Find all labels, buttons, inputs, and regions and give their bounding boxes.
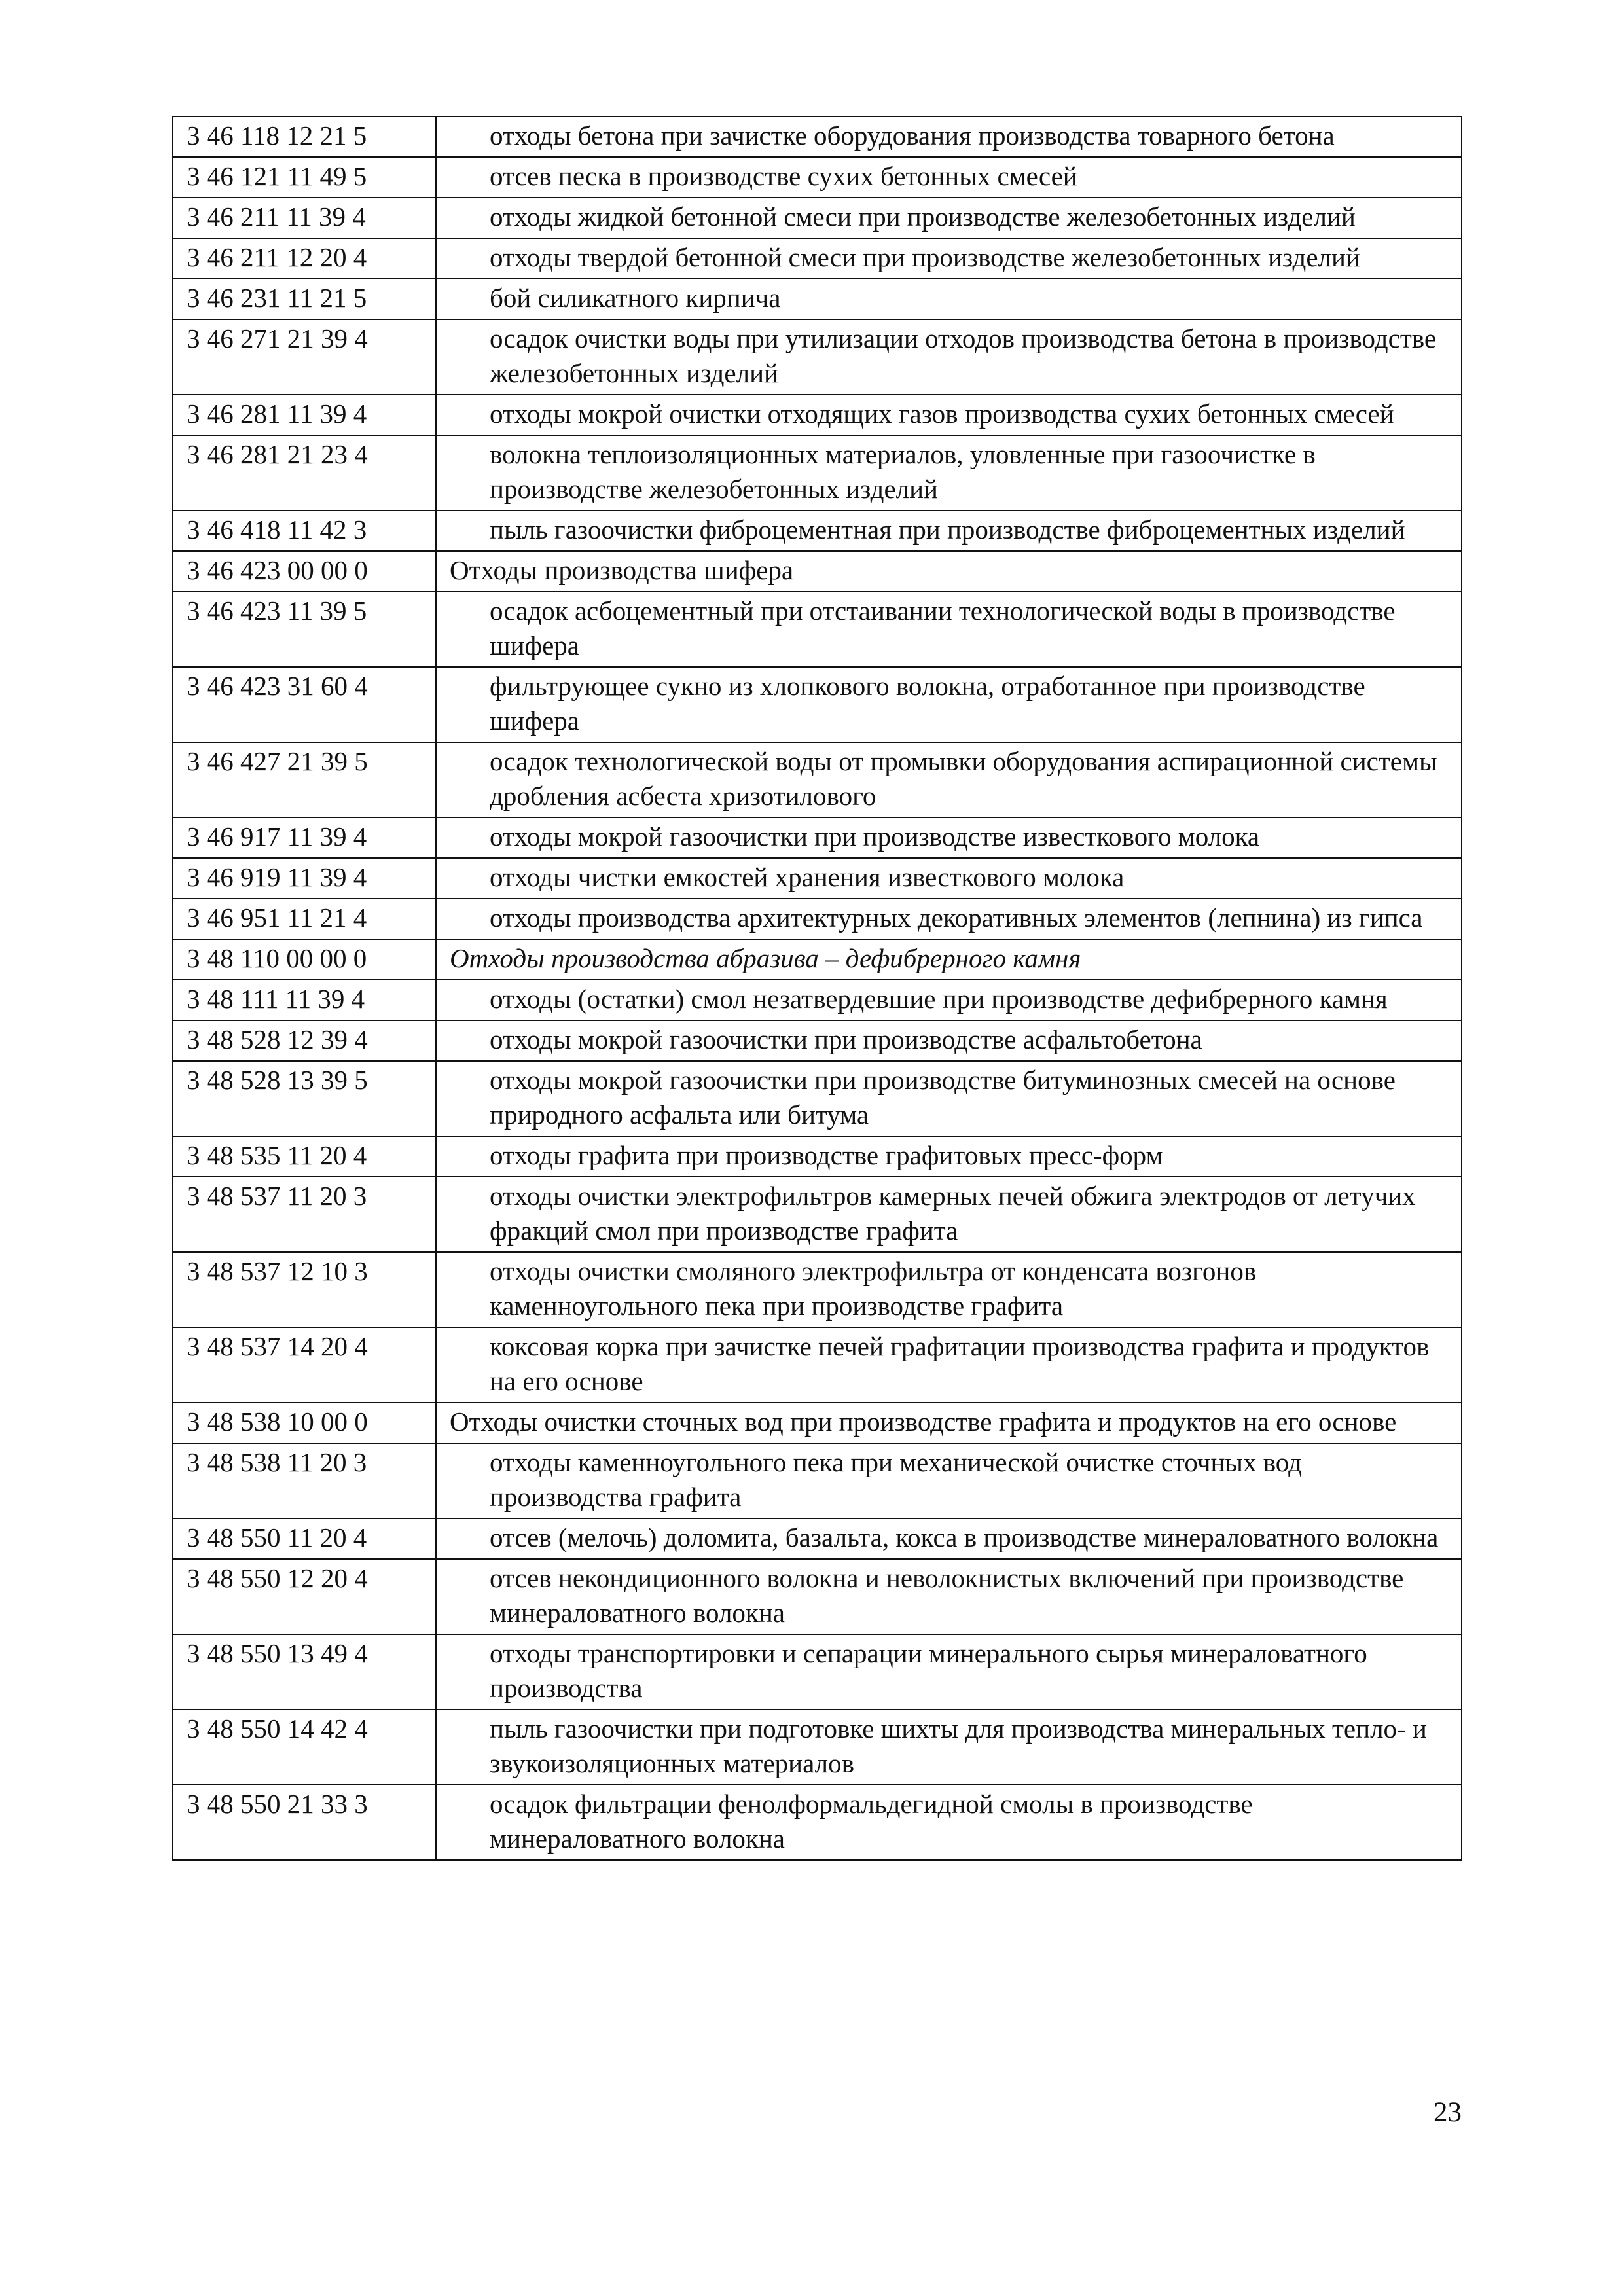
table-row [173, 117, 1462, 157]
table-row [173, 1327, 1462, 1403]
table-row [173, 319, 1462, 395]
table-row [173, 435, 1462, 511]
waste-code: 3 48 550 21 33 3 [173, 1785, 436, 1860]
waste-code: 3 48 537 14 20 4 [173, 1327, 436, 1403]
table-row [173, 395, 1462, 435]
waste-description: отходы мокрой очистки отходящих газов производства сухих бетонных смесей [436, 395, 1462, 435]
waste-description: отсев (мелочь) доломита, базальта, кокса в производстве минераловатного волокна [436, 1518, 1462, 1559]
waste-code: 3 46 427 21 39 5 [173, 742, 436, 817]
waste-description: отходы графита при производстве графитовых пресс-форм [436, 1136, 1462, 1177]
table-row [173, 1061, 1462, 1136]
waste-code: 3 48 528 13 39 5 [173, 1061, 436, 1136]
waste-description: Отходы очистки сточных вод при производстве графита и продуктов на его основе [436, 1403, 1462, 1443]
waste-description: отсев песка в производстве сухих бетонных смесей [436, 157, 1462, 198]
waste-code: 3 46 231 11 21 5 [173, 279, 436, 319]
waste-code: 3 46 423 31 60 4 [173, 667, 436, 742]
waste-code: 3 46 919 11 39 4 [173, 858, 436, 899]
waste-code: 3 46 211 11 39 4 [173, 198, 436, 238]
waste-code: 3 48 535 11 20 4 [173, 1136, 436, 1177]
waste-description: отходы твердой бетонной смеси при производстве железобетонных изделий [436, 238, 1462, 279]
waste-description: отходы бетона при зачистке оборудования производства товарного бетона [436, 117, 1462, 157]
waste-description: Отходы производства абразива – дефибрерного камня [436, 939, 1462, 980]
waste-description: бой силикатного кирпича [436, 279, 1462, 319]
waste-description: волокна теплоизоляционных материалов, уловленные при газоочистке в производстве железобетонных изделий [436, 435, 1462, 511]
waste-description: отходы чистки емкостей хранения известкового молока [436, 858, 1462, 899]
waste-code: 3 48 528 12 39 4 [173, 1020, 436, 1061]
waste-description: отходы мокрой газоочистки при производстве битуминозных смесей на основе природного асфальта или битума [436, 1061, 1462, 1136]
waste-description: отходы (остатки) смол незатвердевшие при производстве дефибрерного камня [436, 980, 1462, 1020]
waste-description: пыль газоочистки фиброцементная при производстве фиброцементных изделий [436, 511, 1462, 551]
waste-description: отходы очистки электрофильтров камерных печей обжига электродов от летучих фракций смол при производстве графита [436, 1177, 1462, 1252]
waste-code: 3 48 550 13 49 4 [173, 1634, 436, 1710]
table-row [173, 1785, 1462, 1860]
waste-code: 3 46 917 11 39 4 [173, 817, 436, 858]
waste-description: отходы жидкой бетонной смеси при производстве железобетонных изделий [436, 198, 1462, 238]
waste-code: 3 48 537 11 20 3 [173, 1177, 436, 1252]
table-row [173, 238, 1462, 279]
waste-code: 3 48 550 12 20 4 [173, 1559, 436, 1634]
waste-code: 3 46 281 21 23 4 [173, 435, 436, 511]
waste-description: отходы транспортировки и сепарации минерального сырья минераловатного производства [436, 1634, 1462, 1710]
waste-description: отходы очистки смоляного электрофильтра от конденсата возгонов каменноугольного пека при производстве графита [436, 1252, 1462, 1327]
table-row [173, 1020, 1462, 1061]
waste-code: 3 46 118 12 21 5 [173, 117, 436, 157]
waste-description: осадок технологической воды от промывки оборудования аспирационной системы дробления асбеста хризотилового [436, 742, 1462, 817]
table-row [173, 667, 1462, 742]
table-row [173, 1403, 1462, 1443]
table-row [173, 1443, 1462, 1518]
waste-code: 3 48 550 14 42 4 [173, 1710, 436, 1785]
table-body [173, 117, 1462, 1860]
table-row [173, 198, 1462, 238]
table-row [173, 1252, 1462, 1327]
waste-code: 3 46 423 00 00 0 [173, 551, 436, 592]
waste-code: 3 48 538 11 20 3 [173, 1443, 436, 1518]
waste-description: отсев некондиционного волокна и неволокнистых включений при производстве минераловатного волокна [436, 1559, 1462, 1634]
table-row [173, 939, 1462, 980]
waste-description: отходы мокрой газоочистки при производстве асфальтобетона [436, 1020, 1462, 1061]
waste-description: осадок асбоцементный при отстаивании технологической воды в производстве шифера [436, 592, 1462, 667]
waste-code: 3 46 211 12 20 4 [173, 238, 436, 279]
waste-code: 3 48 537 12 10 3 [173, 1252, 436, 1327]
table-row [173, 592, 1462, 667]
waste-description: фильтрующее сукно из хлопкового волокна, отработанное при производстве шифера [436, 667, 1462, 742]
table-row [173, 742, 1462, 817]
waste-code: 3 46 423 11 39 5 [173, 592, 436, 667]
table-row [173, 899, 1462, 939]
waste-description: пыль газоочистки при подготовке шихты для производства минеральных тепло- и звукоизоляционных материалов [436, 1710, 1462, 1785]
waste-description: Отходы производства шифера [436, 551, 1462, 592]
waste-code: 3 48 538 10 00 0 [173, 1403, 436, 1443]
table-row [173, 1634, 1462, 1710]
waste-code: 3 48 550 11 20 4 [173, 1518, 436, 1559]
table-row [173, 1710, 1462, 1785]
table-row [173, 279, 1462, 319]
table-row [173, 157, 1462, 198]
table-row [173, 1177, 1462, 1252]
waste-description: осадок фильтрации фенолформальдегидной смолы в производстве минераловатного волокна [436, 1785, 1462, 1860]
table-row [173, 1518, 1462, 1559]
page-number: 23 [1434, 2097, 1462, 2128]
table-row [173, 980, 1462, 1020]
waste-description: отходы производства архитектурных декоративных элементов (лепнина) из гипса [436, 899, 1462, 939]
table-row [173, 551, 1462, 592]
table-row [173, 511, 1462, 551]
waste-description: отходы мокрой газоочистки при производстве известкового молока [436, 817, 1462, 858]
table-row [173, 1559, 1462, 1634]
waste-code-table [172, 116, 1462, 1861]
waste-code: 3 46 418 11 42 3 [173, 511, 436, 551]
waste-code: 3 46 271 21 39 4 [173, 319, 436, 395]
waste-description: осадок очистки воды при утилизации отходов производства бетона в производстве железобетонных изделий [436, 319, 1462, 395]
waste-code: 3 48 111 11 39 4 [173, 980, 436, 1020]
waste-code: 3 46 951 11 21 4 [173, 899, 436, 939]
waste-description: отходы каменноугольного пека при механической очистке сточных вод производства графита [436, 1443, 1462, 1518]
table-row [173, 817, 1462, 858]
waste-code: 3 46 121 11 49 5 [173, 157, 436, 198]
waste-code: 3 46 281 11 39 4 [173, 395, 436, 435]
waste-code: 3 48 110 00 00 0 [173, 939, 436, 980]
table-row [173, 858, 1462, 899]
waste-description: коксовая корка при зачистке печей графитации производства графита и продуктов на его основе [436, 1327, 1462, 1403]
table-row [173, 1136, 1462, 1177]
